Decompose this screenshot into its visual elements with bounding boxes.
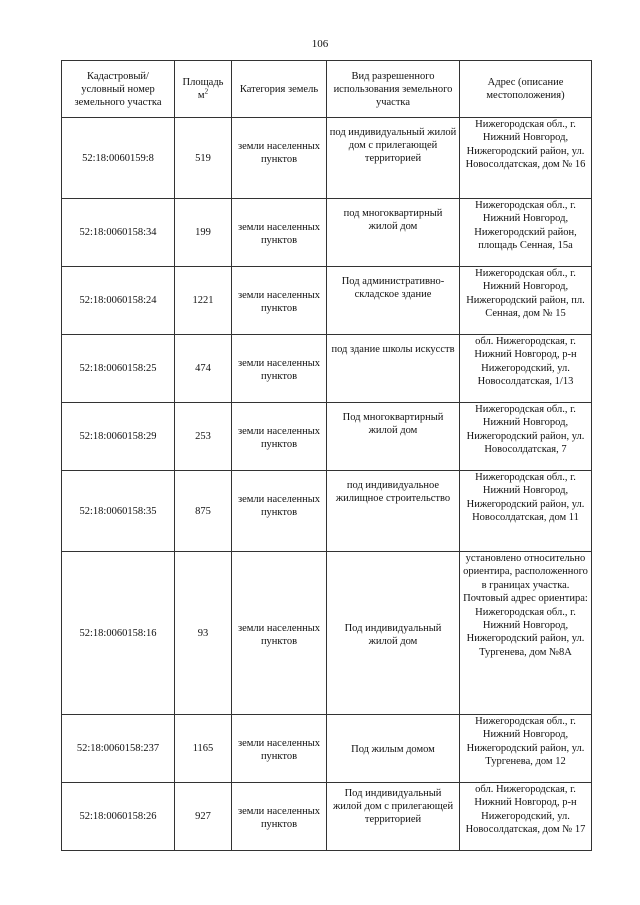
cadastral-number: 52:18:0060158:25 <box>62 335 175 403</box>
table-row <box>62 335 592 403</box>
table-header-row <box>62 61 592 118</box>
permitted-use: Под жилым домом <box>327 715 460 783</box>
area-value: 1221 <box>175 267 232 335</box>
cadastral-number: 52:18:0060158:237 <box>62 715 175 783</box>
cadastral-number: 52:18:0060158:26 <box>62 783 175 851</box>
permitted-use: Под многоквартирный жилой дом <box>327 403 460 471</box>
land-category: земли населенных пунктов <box>232 335 327 403</box>
land-category: земли населенных пунктов <box>232 199 327 267</box>
permitted-use: Под административно-складское здание <box>327 267 460 335</box>
header-category: Категория земель <box>232 61 327 118</box>
area-value: 875 <box>175 471 232 552</box>
cadastral-number: 52:18:0060158:35 <box>62 471 175 552</box>
address: Нижегородская обл., г. Нижний Новгород, Нижегородский район, площадь Сенная, 15а <box>460 199 592 267</box>
address: Нижегородская обл., г. Нижний Новгород, Нижегородский район, ул. Новосолдатская, дом 11 <box>460 471 592 552</box>
permitted-use: под многоквартирный жилой дом <box>327 199 460 267</box>
header-cadastral: Кадастровый/ условный номер земельного участка <box>62 61 175 118</box>
land-category: земли населенных пунктов <box>232 783 327 851</box>
area-value: 927 <box>175 783 232 851</box>
table-row <box>62 403 592 471</box>
cadastral-number: 52:18:0060158:29 <box>62 403 175 471</box>
land-category: земли населенных пунктов <box>232 403 327 471</box>
address: обл. Нижегородская, г. Нижний Новгород, р-н Нижегородский, ул. Новосолдатская, дом № 17 <box>460 783 592 851</box>
permitted-use: под индивидуальный жилой дом с прилегающей территорией <box>327 118 460 199</box>
address: установлено относительно ориентира, расположенного в границах участка. Почтовый адрес ориентира: Нижегородская обл., г. Нижний Новгород, Нижегородский район, ул. Тургенева, дом №8А <box>460 552 592 715</box>
cadastral-number: 52:18:0060159:8 <box>62 118 175 199</box>
table-row <box>62 118 592 199</box>
land-plots-table <box>61 60 592 851</box>
header-area-sup: 2 <box>204 87 209 96</box>
table-row <box>62 267 592 335</box>
table-row <box>62 471 592 552</box>
cadastral-number: 52:18:0060158:16 <box>62 552 175 715</box>
area-value: 1165 <box>175 715 232 783</box>
header-area <box>175 61 232 118</box>
permitted-use: под индивидуальное жилищное строительство <box>327 471 460 552</box>
permitted-use: Под индивидуальный жилой дом <box>327 552 460 715</box>
table-row <box>62 783 592 851</box>
area-value: 93 <box>175 552 232 715</box>
cadastral-number: 52:18:0060158:34 <box>62 199 175 267</box>
area-value: 519 <box>175 118 232 199</box>
permitted-use: под здание школы искусств <box>327 335 460 403</box>
address: Нижегородская обл., г. Нижний Новгород, Нижегородский район, ул. Новосолдатская, дом № 16 <box>460 118 592 199</box>
table-row <box>62 552 592 715</box>
area-value: 199 <box>175 199 232 267</box>
address: Нижегородская обл., г. Нижний Новгород, Нижегородский район, ул. Новосолдатская, 7 <box>460 403 592 471</box>
header-use: Вид разрешенного использования земельного участка <box>327 61 460 118</box>
header-address: Адрес (описание местоположения) <box>460 61 592 118</box>
page-number: 106 <box>311 38 329 50</box>
land-category: земли населенных пунктов <box>232 471 327 552</box>
land-category: земли населенных пунктов <box>232 715 327 783</box>
land-category: земли населенных пунктов <box>232 118 327 199</box>
table-row <box>62 199 592 267</box>
header-area-label: Площадь м <box>182 77 224 101</box>
land-category: земли населенных пунктов <box>232 267 327 335</box>
table-row <box>62 715 592 783</box>
address: Нижегородская обл., г. Нижний Новгород, Нижегородский район, пл. Сенная, дом № 15 <box>460 267 592 335</box>
address: обл. Нижегородская, г. Нижний Новгород, р-н Нижегородский, ул. Новосолдатская, 1/13 <box>460 335 592 403</box>
permitted-use: Под индивидуальный жилой дом с прилегающей территорией <box>327 783 460 851</box>
land-category: земли населенных пунктов <box>232 552 327 715</box>
address: Нижегородская обл., г. Нижний Новгород, Нижегородский район, ул. Тургенева, дом 12 <box>460 715 592 783</box>
area-value: 474 <box>175 335 232 403</box>
cadastral-number: 52:18:0060158:24 <box>62 267 175 335</box>
area-value: 253 <box>175 403 232 471</box>
